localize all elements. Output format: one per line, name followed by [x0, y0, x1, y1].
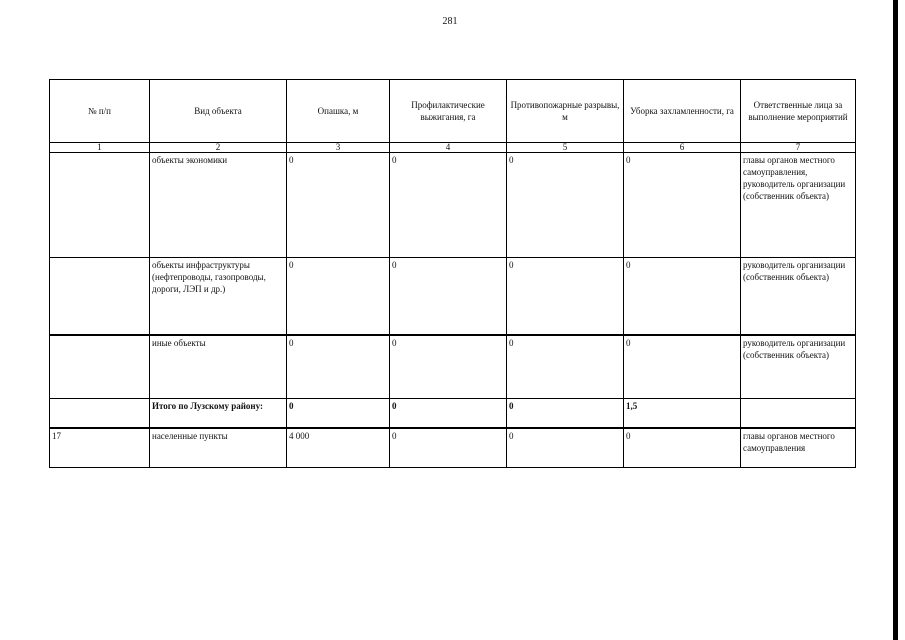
object-cell: Итого по Лузскому району: — [150, 399, 287, 429]
header-cell: Уборка захламленности, га — [624, 80, 741, 143]
header-cell: Опашка, м — [287, 80, 390, 143]
plowing-cell: 4 000 — [287, 428, 390, 468]
column-number-row — [50, 143, 856, 153]
object-cell: населенные пункты — [150, 428, 287, 468]
firebreaks-cell: 0 — [507, 153, 624, 258]
object-cell: объекты экономики — [150, 153, 287, 258]
table-row — [50, 428, 856, 468]
plowing-cell: 0 — [287, 153, 390, 258]
table-row — [50, 153, 856, 258]
responsible-cell: руководитель организации (собственник объекта) — [741, 258, 856, 336]
column-number: 3 — [287, 143, 390, 153]
responsible-cell — [741, 399, 856, 429]
firebreaks-cell: 0 — [507, 258, 624, 336]
column-number: 5 — [507, 143, 624, 153]
burning-cell: 0 — [390, 153, 507, 258]
cleanup-cell: 1,5 — [624, 399, 741, 429]
header-cell: Профилактические выжигания, га — [390, 80, 507, 143]
burning-cell: 0 — [390, 335, 507, 399]
fire-prevention-table — [49, 79, 856, 468]
header-cell: Противопожарные разрывы, м — [507, 80, 624, 143]
column-number: 1 — [50, 143, 150, 153]
header-cell: Вид объекта — [150, 80, 287, 143]
header-cell: № п/п — [50, 80, 150, 143]
table-row — [50, 258, 856, 336]
burning-cell: 0 — [390, 428, 507, 468]
responsible-cell: главы органов местного самоуправления — [741, 428, 856, 468]
column-number: 4 — [390, 143, 507, 153]
cleanup-cell: 0 — [624, 428, 741, 468]
header-row — [50, 80, 856, 143]
header-cell: Ответственные лица за выполнение мероприятий — [741, 80, 856, 143]
row-number-cell — [50, 335, 150, 399]
object-cell: иные объекты — [150, 335, 287, 399]
burning-cell: 0 — [390, 258, 507, 336]
page-number: 281 — [442, 16, 458, 27]
firebreaks-cell: 0 — [507, 428, 624, 468]
row-number-cell: 17 — [50, 428, 150, 468]
row-number-cell — [50, 399, 150, 429]
plowing-cell: 0 — [287, 258, 390, 336]
cleanup-cell: 0 — [624, 153, 741, 258]
column-number: 7 — [741, 143, 856, 153]
table-row — [50, 335, 856, 399]
row-number-cell — [50, 153, 150, 258]
cleanup-cell: 0 — [624, 258, 741, 336]
plowing-cell: 0 — [287, 335, 390, 399]
firebreaks-cell: 0 — [507, 399, 624, 429]
firebreaks-cell: 0 — [507, 335, 624, 399]
burning-cell: 0 — [390, 399, 507, 429]
cleanup-cell: 0 — [624, 335, 741, 399]
plowing-cell: 0 — [287, 399, 390, 429]
column-number: 6 — [624, 143, 741, 153]
total-row — [50, 399, 856, 429]
responsible-cell: руководитель организации (собственник объекта) — [741, 335, 856, 399]
row-number-cell — [50, 258, 150, 336]
object-cell: объекты инфраструктуры (нефтепроводы, газопроводы, дороги, ЛЭП и др.) — [150, 258, 287, 336]
column-number: 2 — [150, 143, 287, 153]
scan-edge-bar — [893, 0, 898, 640]
responsible-cell: главы органов местного самоуправления, руководитель организации (собственник объекта) — [741, 153, 856, 258]
